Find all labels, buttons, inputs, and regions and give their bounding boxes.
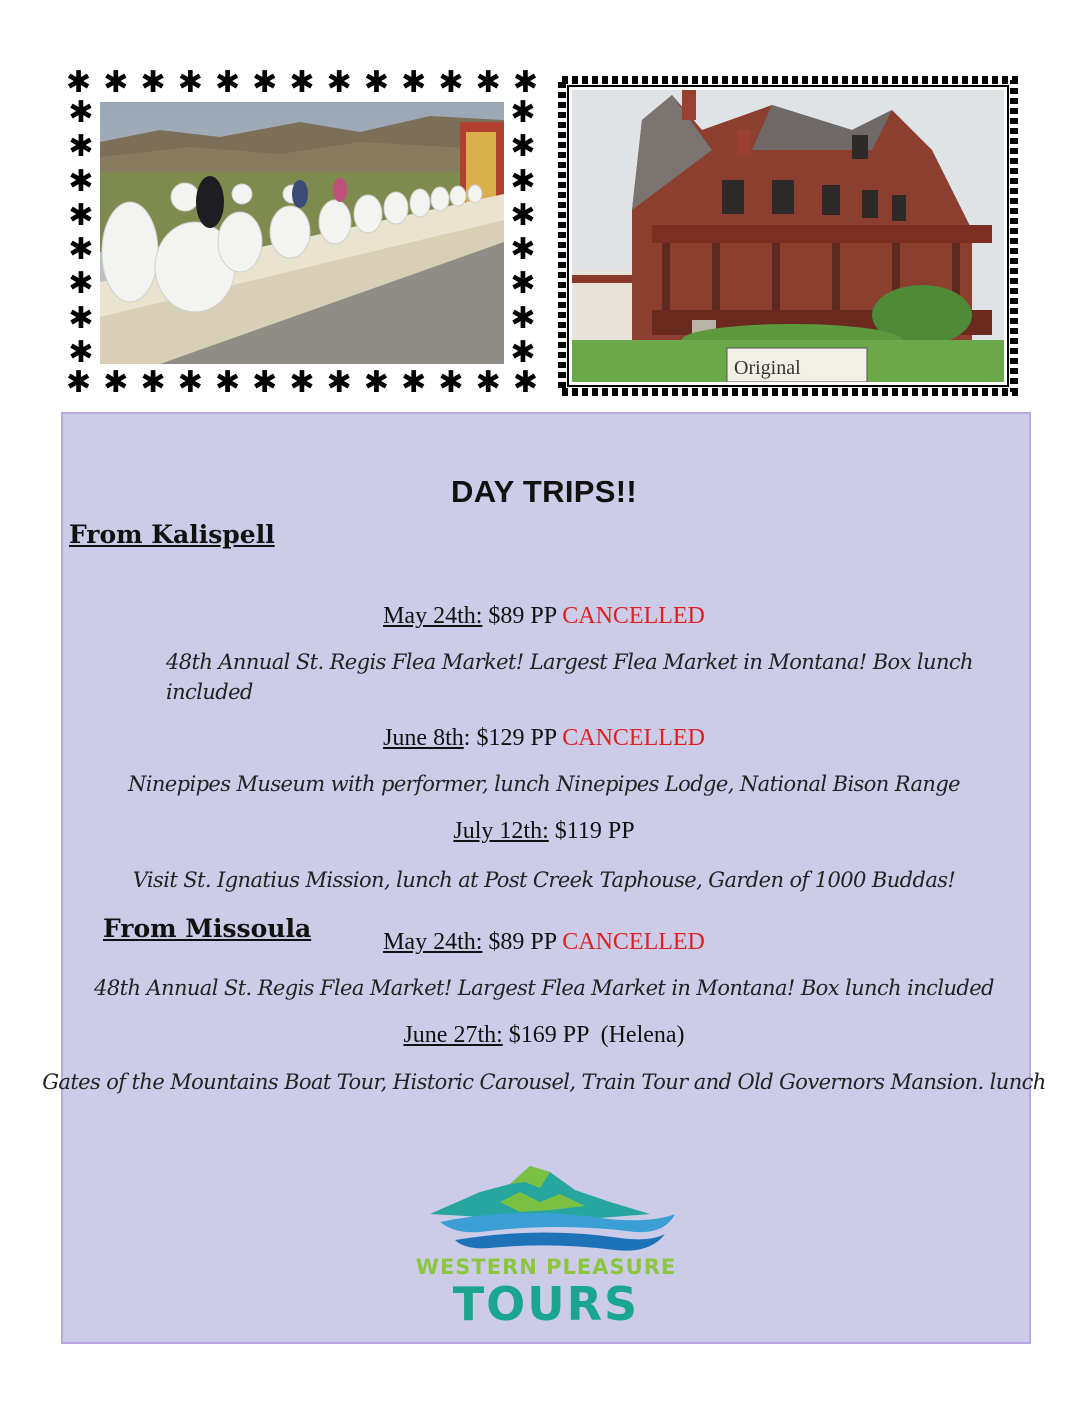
asterisk-border-icon: ✱ bbox=[103, 366, 129, 399]
asterisk-border-icon: ✱ bbox=[401, 366, 427, 399]
trip-date: June 8th bbox=[383, 725, 464, 751]
trip-description: Ninepipes Museum with performer, lunch Ninepipes Lodge, National Bison Range bbox=[127, 772, 960, 796]
trip-description: Gates of the Mountains Boat Tour, Historic Carousel, Train Tour and Old Governors Mansion. lunch bbox=[42, 1070, 1046, 1094]
asterisk-border-icon: ✱ bbox=[438, 66, 464, 99]
trip-date-separator: : bbox=[463, 725, 471, 751]
trip-status-cancelled: CANCELLED bbox=[562, 725, 705, 751]
frame-border-right bbox=[508, 98, 538, 368]
section-heading-kalispell: From Kalispell bbox=[69, 520, 275, 549]
trip-price: $169 PP bbox=[508, 1022, 589, 1048]
asterisk-border-icon: ✱ bbox=[252, 366, 278, 399]
trip-date: June 27th: bbox=[403, 1022, 503, 1048]
trip-date-line bbox=[0, 929, 1088, 956]
asterisk-border-icon: ✱ bbox=[475, 66, 501, 99]
frame-border-left bbox=[66, 98, 96, 368]
mansion-photo bbox=[572, 90, 1004, 382]
asterisk-border-icon: ✱ bbox=[510, 164, 536, 198]
trip-date-line bbox=[0, 1022, 1088, 1049]
logo-text-western-pleasure: WESTERN PLEASURE bbox=[415, 1255, 677, 1279]
logo-text-tours: TOURS bbox=[452, 1277, 640, 1331]
asterisk-border-icon: ✱ bbox=[510, 267, 536, 301]
asterisk-border-icon: ✱ bbox=[140, 66, 166, 99]
asterisk-border-icon: ✱ bbox=[510, 96, 536, 129]
asterisk-border-icon: ✱ bbox=[401, 66, 427, 99]
asterisk-border-icon: ✱ bbox=[510, 335, 536, 369]
asterisk-border-icon: ✱ bbox=[326, 66, 352, 99]
asterisk-border-icon: ✱ bbox=[66, 366, 92, 399]
asterisk-border-icon: ✱ bbox=[177, 66, 203, 99]
trip-price: $119 PP bbox=[554, 818, 635, 844]
asterisk-border-icon: ✱ bbox=[289, 66, 315, 99]
asterisk-border-icon: ✱ bbox=[68, 267, 94, 301]
asterisk-border-icon: ✱ bbox=[438, 366, 464, 399]
asterisk-border-icon: ✱ bbox=[512, 66, 538, 99]
page-title: DAY TRIPS!! bbox=[451, 474, 637, 509]
frame-border-top bbox=[66, 68, 538, 98]
asterisk-border-icon: ✱ bbox=[140, 366, 166, 399]
trip-description-cont: included bbox=[166, 680, 253, 704]
trip-price: $89 PP bbox=[488, 929, 557, 955]
asterisk-border-icon: ✱ bbox=[214, 366, 241, 399]
frame-border-bottom bbox=[66, 368, 538, 398]
asterisk-border-icon: ✱ bbox=[510, 198, 536, 232]
trip-status-cancelled: CANCELLED bbox=[562, 603, 705, 629]
asterisk-border-icon: ✱ bbox=[363, 366, 390, 399]
buddha-garden-photo bbox=[100, 102, 504, 364]
asterisk-border-icon: ✱ bbox=[510, 130, 536, 164]
asterisk-border-icon: ✱ bbox=[103, 66, 129, 99]
asterisk-border-icon: ✱ bbox=[475, 366, 501, 399]
trip-date-line bbox=[0, 725, 1088, 752]
trip-description: 48th Annual St. Regis Flea Market! Largest Flea Market in Montana! Box lunch included bbox=[94, 976, 994, 1000]
trip-date: May 24th: bbox=[383, 603, 483, 629]
trip-date-line bbox=[0, 603, 1088, 630]
asterisk-border-icon: ✱ bbox=[512, 366, 538, 399]
trip-date: May 24th: bbox=[383, 929, 483, 955]
asterisk-border-icon: ✱ bbox=[68, 198, 94, 232]
trip-date-line bbox=[0, 818, 1088, 845]
asterisk-border-icon: ✱ bbox=[68, 301, 94, 335]
section-heading-missoula: From Missoula bbox=[103, 914, 312, 943]
trip-date: July 12th: bbox=[453, 818, 549, 844]
asterisk-border-icon: ✱ bbox=[326, 366, 352, 399]
asterisk-border-icon: ✱ bbox=[68, 130, 94, 164]
asterisk-border-icon: ✱ bbox=[510, 233, 536, 267]
trip-price: $89 PP bbox=[488, 603, 557, 629]
asterisk-border-icon: ✱ bbox=[177, 366, 203, 399]
asterisk-border-icon: ✱ bbox=[363, 66, 390, 99]
asterisk-border-icon: ✱ bbox=[68, 335, 94, 369]
asterisk-border-icon: ✱ bbox=[68, 233, 94, 267]
mansion-sign-text: Original bbox=[734, 357, 801, 379]
asterisk-border-icon: ✱ bbox=[252, 66, 278, 99]
trip-price: $129 PP bbox=[476, 725, 557, 751]
trip-description: 48th Annual St. Regis Flea Market! Largest Flea Market in Montana! Box lunch bbox=[166, 650, 973, 674]
trip-location-note: (Helena) bbox=[600, 1022, 685, 1048]
asterisk-border-icon: ✱ bbox=[510, 301, 536, 335]
asterisk-border-icon: ✱ bbox=[66, 66, 92, 99]
asterisk-border-icon: ✱ bbox=[68, 96, 94, 129]
asterisk-border-icon: ✱ bbox=[289, 366, 315, 399]
asterisk-border-icon: ✱ bbox=[214, 66, 241, 99]
photo-frame-left bbox=[66, 68, 538, 398]
photo-frame-right bbox=[556, 74, 1020, 398]
trip-status-cancelled: CANCELLED bbox=[562, 929, 705, 955]
asterisk-border-icon: ✱ bbox=[68, 164, 94, 198]
trip-description: Visit St. Ignatius Mission, lunch at Post Creek Taphouse, Garden of 1000 Buddas! bbox=[132, 868, 956, 892]
